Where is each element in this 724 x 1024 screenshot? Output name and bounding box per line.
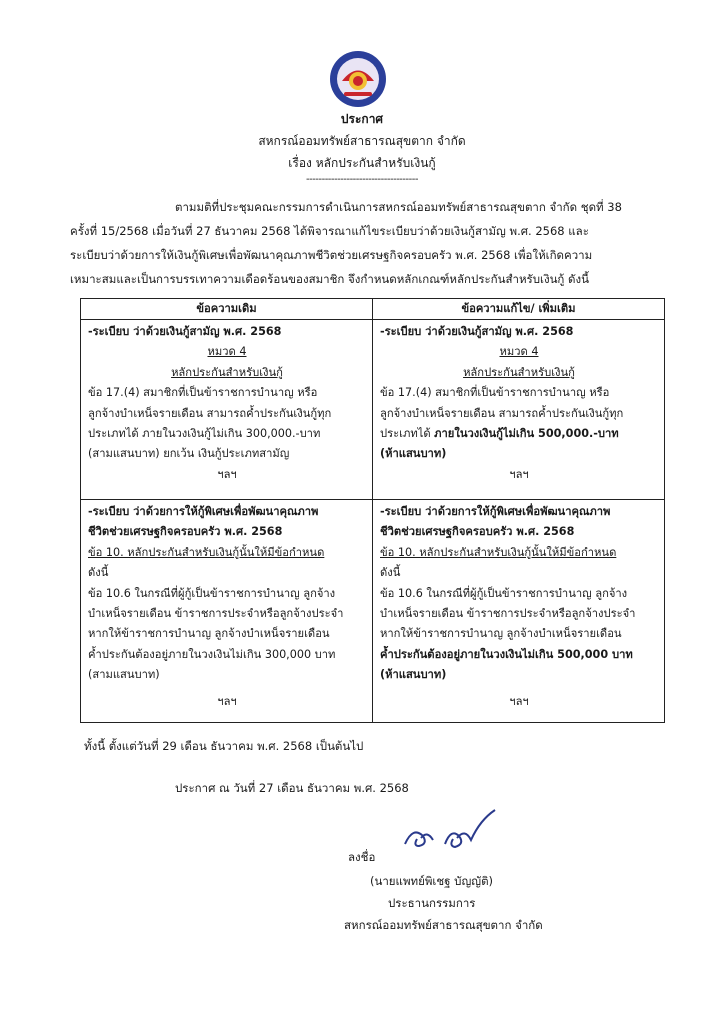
announcement-date: ประกาศ ณ วันที่ 27 เดือน ธันวาคม พ.ศ. 2568 <box>175 781 409 795</box>
intro-line: เหมาะสมและเป็นการบรรเทาความเดือดร้อนของสมาชิก จึงกำหนดหลักเกณฑ์หลักประกันสำหรับเงินกู้ ดังนี้ <box>70 272 589 286</box>
cooperative-seal-icon <box>329 50 387 108</box>
clause-line: บำเหน็จรายเดือน ข้าราชการประจำหรือลูกจ้างประจำ <box>380 607 636 621</box>
intro-line: ตามมติที่ประชุมคณะกรรมการดำเนินการสหกรณ์ออมทรัพย์สาธารณสุขตาก จำกัด ชุดที่ 38 <box>175 200 622 214</box>
clause-line: ข้อ 17.(4) สมาชิกที่เป็นข้าราชการบำนาญ หรือ <box>380 386 610 400</box>
row2-old-cell <box>81 500 373 723</box>
amended-limit-words: (ห้าแสนบาท) <box>380 668 447 682</box>
clause-heading: ข้อ 10. หลักประกันสำหรับเงินกู้นั้นให้มีข้อกำหนด <box>380 545 617 559</box>
clause-line: บำเหน็จรายเดือน ข้าราชการประจำหรือลูกจ้างประจำ <box>88 607 344 621</box>
effective-date: ทั้งนี้ ตั้งแต่วันที่ 29 เดือน ธันวาคม พ.ศ. 2568 เป็นต้นไป <box>84 739 364 753</box>
chapter-label: หมวด 4 <box>499 345 539 359</box>
clause-line: (สามแสนบาท) ยกเว้น เงินกู้ประเภทสามัญ <box>88 447 290 461</box>
clause-heading: ข้อ 10. หลักประกันสำหรับเงินกู้นั้นให้มีข้อกำหนด <box>88 545 325 559</box>
clause-line: ค้ำประกันต้องอยู่ภายในวงเงินไม่เกิน 300,000 บาท <box>88 647 336 661</box>
signer-position: ประธานกรรมการ <box>388 896 476 910</box>
clause-line: ดังนี้ <box>380 566 401 580</box>
amendment-table <box>80 298 665 723</box>
clause-line: ข้อ 17.(4) สมาชิกที่เป็นข้าราชการบำนาญ หรือ <box>88 386 318 400</box>
row1-old-cell <box>81 320 373 500</box>
clause-line: ข้อ 10.6 ในกรณีที่ผู้กู้เป็นข้าราชการบำนาญ ลูกจ้าง <box>88 586 336 600</box>
clause-line: ประเภทได้ ภายในวงเงินกู้ไม่เกิน 300,000.-บาท <box>88 427 321 441</box>
clause-line: ลูกจ้างบำเหน็จรายเดือน สามารถค้ำประกันเงินกู้ทุก <box>380 406 624 420</box>
etc-mark: ฯลฯ <box>509 467 529 481</box>
intro-paragraph <box>70 195 665 291</box>
column-header-old: ข้อความเดิม <box>81 299 373 320</box>
clause-line: หากให้ข้าราชการบำนาญ ลูกจ้างบำเหน็จรายเดือน <box>88 627 330 641</box>
signer-org: สหกรณ์ออมทรัพย์สาธารณสุขตาก จำกัด <box>344 918 543 932</box>
intro-line: ครั้งที่ 15/2568 เมื่อวันที่ 27 ธันวาคม 2568 ได้พิจารณาแก้ไขระเบียบว่าด้วยเงินกู้สามัญ พ.ศ. 2568 และ <box>70 224 589 238</box>
regulation-title: -ระเบียบ ว่าด้วยการให้กู้พิเศษเพื่อพัฒนาคุณภาพ <box>380 505 611 518</box>
clause-line <box>380 424 658 444</box>
chapter-heading: หลักประกันสำหรับเงินกู้ <box>171 365 283 379</box>
clause-line: ข้อ 10.6 ในกรณีที่ผู้กู้เป็นข้าราชการบำนาญ ลูกจ้าง <box>380 586 628 600</box>
signature-mark <box>395 806 505 856</box>
page-title: ประกาศ <box>340 112 384 126</box>
etc-mark: ฯลฯ <box>217 694 237 708</box>
clause-text: ประเภทได้ <box>380 427 435 441</box>
chapter-heading: หลักประกันสำหรับเงินกู้ <box>463 365 575 379</box>
clause-line: ดังนี้ <box>88 566 109 580</box>
clause-line: (สามแสนบาท) <box>88 668 160 682</box>
etc-mark: ฯลฯ <box>509 694 529 708</box>
regulation-title-cont: ชีวิตช่วยเศรษฐกิจครอบครัว พ.ศ. 2568 <box>380 525 575 539</box>
clause-line: ลูกจ้างบำเหน็จรายเดือน สามารถค้ำประกันเงินกู้ทุก <box>88 406 332 420</box>
amended-limit-words: (ห้าแสนบาท) <box>380 447 447 461</box>
sign-label: ลงชื่อ <box>348 850 376 864</box>
chapter-label: หมวด 4 <box>207 345 247 359</box>
regulation-title: -ระเบียบ ว่าด้วยเงินกู้สามัญ พ.ศ. 2568 <box>380 325 574 338</box>
regulation-title-cont: ชีวิตช่วยเศรษฐกิจครอบครัว พ.ศ. 2568 <box>88 525 283 539</box>
row2-new-cell <box>373 500 665 723</box>
regulation-title: -ระเบียบ ว่าด้วยการให้กู้พิเศษเพื่อพัฒนาคุณภาพ <box>88 505 319 518</box>
intro-line: ระเบียบว่าด้วยการให้เงินกู้พิเศษเพื่อพัฒนาคุณภาพชีวิตช่วยเศรษฐกิจครอบครัว พ.ศ. 2568 เพื่อให้เกิดความ <box>70 248 593 262</box>
regulation-title: -ระเบียบ ว่าด้วยเงินกู้สามัญ พ.ศ. 2568 <box>88 325 282 338</box>
header-divider: ------------------------------------ <box>306 174 418 185</box>
column-header-new: ข้อความแก้ไข/ เพิ่มเติม <box>373 299 665 320</box>
signer-name: (นายแพทย์พิเชฐ บัญญัติ) <box>370 874 494 888</box>
org-name: สหกรณ์ออมทรัพย์สาธารณสุขตาก จำกัด <box>258 134 466 148</box>
subject-line: เรื่อง หลักประกันสำหรับเงินกู้ <box>288 156 436 170</box>
clause-line: หากให้ข้าราชการบำนาญ ลูกจ้างบำเหน็จรายเดือน <box>380 627 622 641</box>
etc-mark: ฯลฯ <box>217 467 237 481</box>
row1-new-cell <box>373 320 665 500</box>
amended-limit: ภายในวงเงินกู้ไม่เกิน 500,000.-บาท <box>434 427 619 441</box>
amended-limit: ค้ำประกันต้องอยู่ภายในวงเงินไม่เกิน 500,000 บาท <box>380 647 633 661</box>
